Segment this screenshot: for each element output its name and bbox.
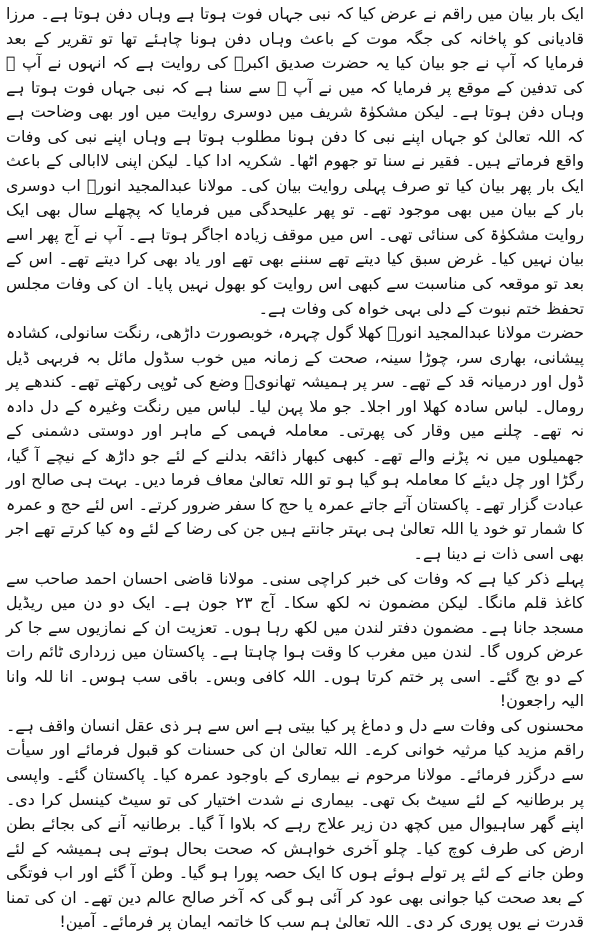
paragraph-2: حضرت مولانا عبدالمجید انورؒ کھلا گول چہرہ، خوبصورت داڑھی، رنگت سانولی، کشادہ پیشانی، بھاری سر، چوڑا سینہ، صحت کے زمانہ میں خوب سڈول مائل بہ فربہی ڈیل ڈول اور درمیانہ قد کے تھے۔ سر پر ہمیشہ تھانویؒ وضع کی ٹوپی رکھتے تھے۔ کندھے پر رومال۔ لباس سادہ کھلا اور اجلا۔ جو ملا پہن لیا۔ لباس میں رنگت وغیرہ کے دل دادہ نہ تھے۔ چلنے میں وقار کی پھرتی۔ معاملہ فہمی کے ماہر اور دوستی دشمنی کے جھمیلوں میں نہ پڑنے والے تھے۔ کبھی کبھار ذائقہ بدلنے کے لئے جو داڑھ کے نیچے آ گیا، رگڑا اور چل دیئے کا معاملہ ہو گیا ہو تو اللہ تعالیٰ معاف فرما دیں۔ بہت ہی صالح اور عبادت گزار تھے۔ پاکستان آتے جاتے عمرہ یا حج کا سفر ضرور کرتے۔ اس لئے حج و عمرہ کا شمار تو خود یا اللہ تعالیٰ ہی بہتر جانتے ہیں جن کی رضا کے لئے وہ کیا کرتے تھے اجر بھی اسی ذات نے دینا ہے۔ (6, 323, 584, 564)
paragraph-1: ایک بار بیان میں راقم نے عرض کیا کہ نبی جہاں فوت ہوتا ہے وہاں دفن ہوتا ہے۔ مرزا قادیانی کو پاخانہ کی جگہ موت کے باعث وہاں دفن ہونا چاہئے تھا تو تقریر کے بعد فرمایا کہ آپ نے جو بیان کیا یہ حضرت صدیق اکبرؓ کی روایت ہے کہ انہوں نے آپ ﷺ کی تدفین کے موقع پر فرمایا کہ میں نے آپ ﷺ سے سنا ہے کہ نبی جہاں فوت ہوتا ہے وہاں دفن ہوتا ہے۔ لیکن مشکوٰۃ شریف میں دوسری روایت میں اور بھی وضاحت ہے کہ اللہ تعالیٰ کو جہاں اپنے نبی کا دفن ہونا مطلوب ہوتا ہے وہاں اپنے نبی کی وفات واقع فرماتے ہیں۔ فقیر نے سنا تو جھوم اٹھا۔ شکریہ ادا کیا۔ لیکن اپنی لاابالی کے باعث ایک بار پھر بیان کیا تو صرف پہلی روایت بیان کی۔ مولانا عبدالمجید انورؒ اب دوسری بار کے بیان میں بھی موجود تھے۔ تو پھر علیحدگی میں فرمایا کہ پچھلے سال بھی ایک روایت مشکوٰۃ کی سنائی تھی۔ اس میں موقف زیادہ اجاگر ہوتا ہے۔ آپ نے آج پھر اسے بیان نہیں کیا۔ غرض سبق کیا دیتے تھے سننے بھی تھے اور یاد بھی کرا دیتے تھے۔ اس کے بعد تو موقعہ کی مناسبت سے کبھی اس روایت کو بھول نہیں پایا۔ ان کی وفات مجلس تحفظ ختم نبوت کے دلی بہی خواہ کی وفات ہے۔ (6, 4, 584, 318)
paragraph-4: محسنوں کی وفات سے دل و دماغ پر کیا بیتی ہے اس سے ہر ذی عقل انسان واقف ہے۔ راقم مزید کیا مرثیہ خوانی کرے۔ اللہ تعالیٰ ان کی حسنات کو قبول فرمائے اور سیأت سے درگزر فرمائے۔ مولانا مرحوم نے بیماری کے باوجود عمرہ کیا۔ پاکستان گئے۔ واپسی پر برطانیہ کے لئے سیٹ بک تھی۔ بیماری نے شدت اختیار کی تو سیٹ کینسل کرا دی۔ اپنے گھر ساہیوال میں کچھ دن زیر علاج رہے کہ بلاوا آ گیا۔ برطانیہ آنے کی بجائے بطن ارض کی طرف کوچ کیا۔ چلو آخری خواہش کہ صحت بحال ہوتے ہی ہمیشہ کے لئے وطن جانے کے لئے پر تولے ہوئے ہوں کا ایک حصہ پورا ہو گیا۔ وطن آ گئے اور اب فوتگی کے بعد صحت کیا جوانی بھی عود کر آئی ہو گی کہ آخر صالح عالم دین تھے۔ ان کی تمنا قدرت نے یوں پوری کر دی۔ اللہ تعالیٰ ہم سب کا خاتمہ ایمان پر فرمائے۔ آمین! (6, 715, 584, 932)
paragraph-3: پہلے ذکر کیا ہے کہ وفات کی خبر کراچی سنی۔ مولانا قاضی احسان احمد صاحب سے کاغذ قلم مانگا۔ لیکن مضمون نہ لکھ سکا۔ آج ۲۳ جون ہے۔ ایک دو دن میں ریڈیل مسجد جانا ہے۔ مضمون دفتر لندن میں لکھ رہا ہوں۔ تعزیت ان کے نمازیوں سے جا کر عرض کروں گا۔ لندن میں مغرب کا وقت ہوا چاہتا ہے۔ پاکستان میں زرداری ٹائم رات کے دو بج گئے۔ اسی پر ختم کرتا ہوں۔ اللہ کافی وبس۔ باقی سب ہوس۔ انا للہ وانا الیہ راجعون! (6, 568, 584, 711)
